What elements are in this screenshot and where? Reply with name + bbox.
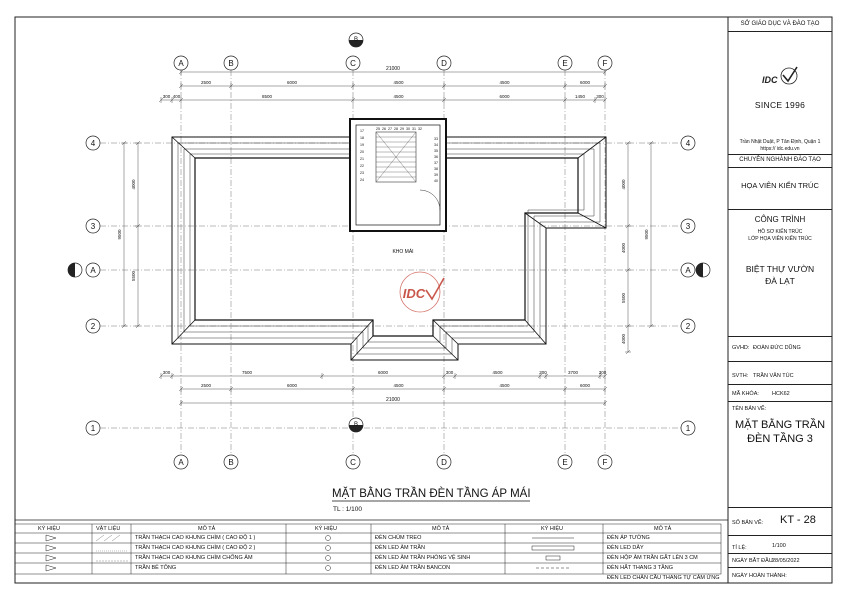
legend-item: TRẦN BÊ TÔNG bbox=[135, 565, 177, 571]
legend-header-mota-1: MÔ TẢ bbox=[198, 526, 216, 532]
so-ban-ve-label: SỐ BẢN VẼ: bbox=[732, 520, 764, 526]
dimension-text: 4500 bbox=[492, 370, 503, 375]
dimension-text: 300 bbox=[596, 94, 604, 99]
dimension-text: 9500 bbox=[644, 229, 649, 240]
legend-header-kyhieu-1: KÝ HIỆU bbox=[38, 526, 61, 532]
idc-watermark bbox=[400, 272, 444, 312]
axis-label: B bbox=[228, 59, 234, 68]
legend-item: ĐÈN LED ÂM TRẦN bbox=[375, 545, 426, 551]
stair-number: 39 bbox=[434, 173, 438, 177]
axis-label: A bbox=[685, 266, 691, 275]
since-text: SINCE 1996 bbox=[754, 100, 806, 110]
gvhd-label: GVHD: bbox=[732, 345, 750, 351]
address-text: Trần Nhật Duật, P Tân Định, Quận 1 bbox=[739, 139, 821, 145]
stair-room bbox=[350, 119, 446, 231]
legend-item: ĐÈN LED ÂM TRẦN PHÒNG VỆ SINH bbox=[375, 555, 471, 561]
dimension-text: 6000 bbox=[499, 94, 510, 99]
dimension-text: 4500 bbox=[499, 80, 510, 85]
dimension-text: 300 bbox=[598, 370, 607, 375]
axis-label: 4 bbox=[90, 139, 96, 148]
axis-label: 3 bbox=[685, 222, 691, 231]
start-date-label: NGÀY BẮT ĐẦU: bbox=[732, 558, 775, 564]
legend-header-vatlieu: VẬT LIỆU bbox=[96, 526, 121, 532]
legend-item: TRẦN THẠCH CAO KHUNG CHÌM ( CAO ĐỘ 2 ) bbox=[135, 545, 256, 551]
drawing-scale: TL : 1/100 bbox=[333, 506, 363, 513]
dimension-text: 7500 bbox=[241, 370, 253, 375]
dimension-text: 5500 bbox=[621, 292, 626, 304]
axis-label: 3 bbox=[90, 222, 96, 231]
title-block bbox=[728, 17, 832, 583]
dimension-text: 2500 bbox=[200, 383, 212, 388]
stair-number: 35 bbox=[434, 149, 438, 153]
org-name: SỞ GIÁO DỤC VÀ ĐÀO TẠO bbox=[740, 21, 820, 27]
axis-label: E bbox=[562, 59, 568, 68]
dimension-text: 300 bbox=[162, 370, 171, 375]
gvhd-value: ĐOÀN ĐỨC DŨNG bbox=[753, 345, 801, 351]
ti-le-label: TỈ LỆ: bbox=[732, 545, 747, 551]
dimension-text: 300 bbox=[539, 370, 547, 375]
legend-item: TRẦN THẠCH CAO KHUNG CHÌM ( CAO ĐỘ 1 ) bbox=[135, 535, 256, 541]
stair-number: 28 bbox=[394, 127, 398, 131]
stair-number: 36 bbox=[434, 155, 438, 159]
dimension-text: 4500 bbox=[499, 383, 510, 388]
field-text: HỌA VIÊN KIẾN TRÚC bbox=[741, 181, 819, 190]
dimension-text: 300 bbox=[162, 94, 171, 99]
stair-number: 29 bbox=[400, 127, 404, 131]
legend-item: ĐÈN HỘP ÂM TRẦN GẮT LÊN 3 CM bbox=[607, 555, 698, 561]
legend-header-mota-2: MÔ TẢ bbox=[432, 526, 450, 532]
stair-number: 21 bbox=[360, 157, 364, 161]
legend-header-kyhieu-2: KÝ HIỆU bbox=[315, 526, 338, 532]
dimension-text: 4500 bbox=[393, 80, 404, 85]
dimension-text: 6000 bbox=[286, 383, 298, 388]
legend-item: ĐÈN CHÙM TREO bbox=[375, 535, 422, 541]
ma-khoa-value: HCK62 bbox=[772, 391, 790, 397]
dimension-text: 6000 bbox=[377, 370, 389, 375]
stair-number: 17 bbox=[360, 129, 364, 133]
project-name-1: BIỆT THỰ VƯỜN bbox=[745, 264, 815, 274]
stair-number: 24 bbox=[360, 178, 364, 182]
dimension-text: 2500 bbox=[200, 80, 212, 85]
dimension-text: 8500 bbox=[261, 94, 273, 99]
dimension-text: 9500 bbox=[117, 229, 122, 240]
axis-label: A bbox=[178, 458, 184, 467]
start-date-value: 28/05/2022 bbox=[772, 558, 800, 564]
dimension-text: 21000 bbox=[386, 397, 400, 403]
drawing-title: MẶT BẰNG TRẦN ĐÈN TẦNG ÁP MÁI bbox=[332, 488, 531, 500]
room-label: KHO MÁI bbox=[392, 249, 414, 255]
legend-item: ĐÈN HẮT THANG 3 TẦNG bbox=[607, 565, 674, 571]
dimension-text: 21000 bbox=[386, 66, 400, 72]
axis-label: D bbox=[441, 458, 447, 467]
drawing-name-1: MẶT BẰNG TRẦN bbox=[734, 419, 826, 431]
project-sub1: HỒ SƠ KIẾN TRÚC bbox=[757, 229, 803, 235]
axis-label: C bbox=[350, 59, 356, 68]
stair-number: 37 bbox=[434, 161, 438, 165]
axis-label: 4 bbox=[685, 139, 691, 148]
stair-number: 34 bbox=[434, 143, 438, 147]
stair-number: 22 bbox=[360, 164, 364, 168]
axis-label: D bbox=[441, 59, 447, 68]
idc-logo: IDC bbox=[758, 65, 802, 95]
svth-value: TRẦN VĂN TÚC bbox=[753, 373, 794, 379]
project-sub2: LỚP HỌA VIÊN KIẾN TRÚC bbox=[748, 236, 812, 242]
stair-number: 30 bbox=[406, 127, 410, 131]
dimension-text: 4000 bbox=[621, 179, 626, 190]
axis-label: E bbox=[562, 458, 568, 467]
project-name-2: ĐÀ LẠT bbox=[765, 276, 795, 286]
dimension-text: 3700 bbox=[567, 370, 579, 375]
stair-number: 26 bbox=[382, 127, 386, 131]
svth-label: SVTH: bbox=[732, 373, 749, 379]
section-marker-label: B bbox=[353, 37, 359, 43]
stair-number: 20 bbox=[360, 150, 364, 154]
axis-label: B bbox=[228, 458, 234, 467]
dimension-text: 4000 bbox=[131, 179, 136, 190]
axis-label: 2 bbox=[90, 322, 96, 331]
stair-number: 32 bbox=[418, 127, 422, 131]
stair-number: 33 bbox=[434, 137, 438, 141]
legend-item: TRẦN THẠCH CAO KHUNG CHÌM CHỐNG ẨM bbox=[135, 555, 253, 561]
finish-date-label: NGÀY HOÀN THÀNH: bbox=[732, 573, 787, 579]
legend-header-kyhieu-3: KÝ HIỆU bbox=[541, 526, 564, 532]
stair-number: 31 bbox=[412, 127, 416, 131]
dimension-text: 1450 bbox=[574, 94, 586, 99]
dimension-text: 5500 bbox=[131, 270, 136, 282]
stair-number: 18 bbox=[360, 136, 364, 140]
website-text: https:// idc.edu.vn bbox=[760, 146, 800, 152]
dimension-text: 4500 bbox=[393, 383, 404, 388]
axis-label: 2 bbox=[685, 322, 691, 331]
legend-item: ĐÈN LED ÂM TRẦN BANCON bbox=[375, 565, 451, 571]
stair-number: 38 bbox=[434, 167, 438, 171]
legend-item: ĐÈN LED DÂY bbox=[607, 545, 644, 551]
dimension-text: 6000 bbox=[579, 383, 591, 388]
svg-text:IDC: IDC bbox=[402, 286, 426, 301]
ma-khoa-label: MÃ KHÓA: bbox=[732, 391, 759, 397]
legend-item: ĐÈN ÁP TƯỜNG bbox=[607, 535, 650, 541]
dimension-text: 4000 bbox=[621, 333, 626, 345]
legend-item: ĐÈN LED CHÂN CẦU THANG TỰ CẢM ỨNG bbox=[607, 575, 720, 581]
axis-label: 1 bbox=[90, 424, 96, 433]
dimension-text: 4500 bbox=[393, 94, 404, 99]
dimension-text: 6000 bbox=[286, 80, 298, 85]
axis-label: C bbox=[350, 458, 356, 467]
axis-label: A bbox=[90, 266, 96, 275]
section-marker-label: B bbox=[353, 422, 359, 428]
dimension-text: 400 bbox=[172, 94, 181, 99]
dimension-text: 300 bbox=[445, 370, 454, 375]
axis-label: F bbox=[602, 59, 608, 68]
legend-header-mota-3: MÔ TẢ bbox=[654, 526, 672, 532]
axis-label: 1 bbox=[685, 424, 691, 433]
stair-number: 40 bbox=[434, 179, 438, 183]
stair-number: 25 bbox=[376, 127, 380, 131]
project-header: CÔNG TRÌNH bbox=[754, 215, 806, 224]
stair-number: 23 bbox=[360, 171, 364, 175]
ti-le-value: 1/100 bbox=[772, 543, 786, 549]
stair-number: 19 bbox=[360, 143, 364, 147]
stair-number: 27 bbox=[388, 127, 392, 131]
ten-ban-ve-label: TÊN BẢN VẼ: bbox=[732, 406, 767, 412]
dimension-text: 6000 bbox=[579, 80, 591, 85]
dept-text: CHUYÊN NGHÀNH ĐÀO TẠO bbox=[739, 157, 821, 163]
drawing-name-2: ĐÈN TẦNG 3 bbox=[747, 433, 813, 445]
axis-label: A bbox=[178, 59, 184, 68]
sheet-number: KT - 28 bbox=[780, 514, 816, 526]
axis-label: F bbox=[602, 458, 608, 467]
legend-hatch-swatches bbox=[96, 535, 128, 561]
dimension-text: 4000 bbox=[621, 242, 626, 254]
